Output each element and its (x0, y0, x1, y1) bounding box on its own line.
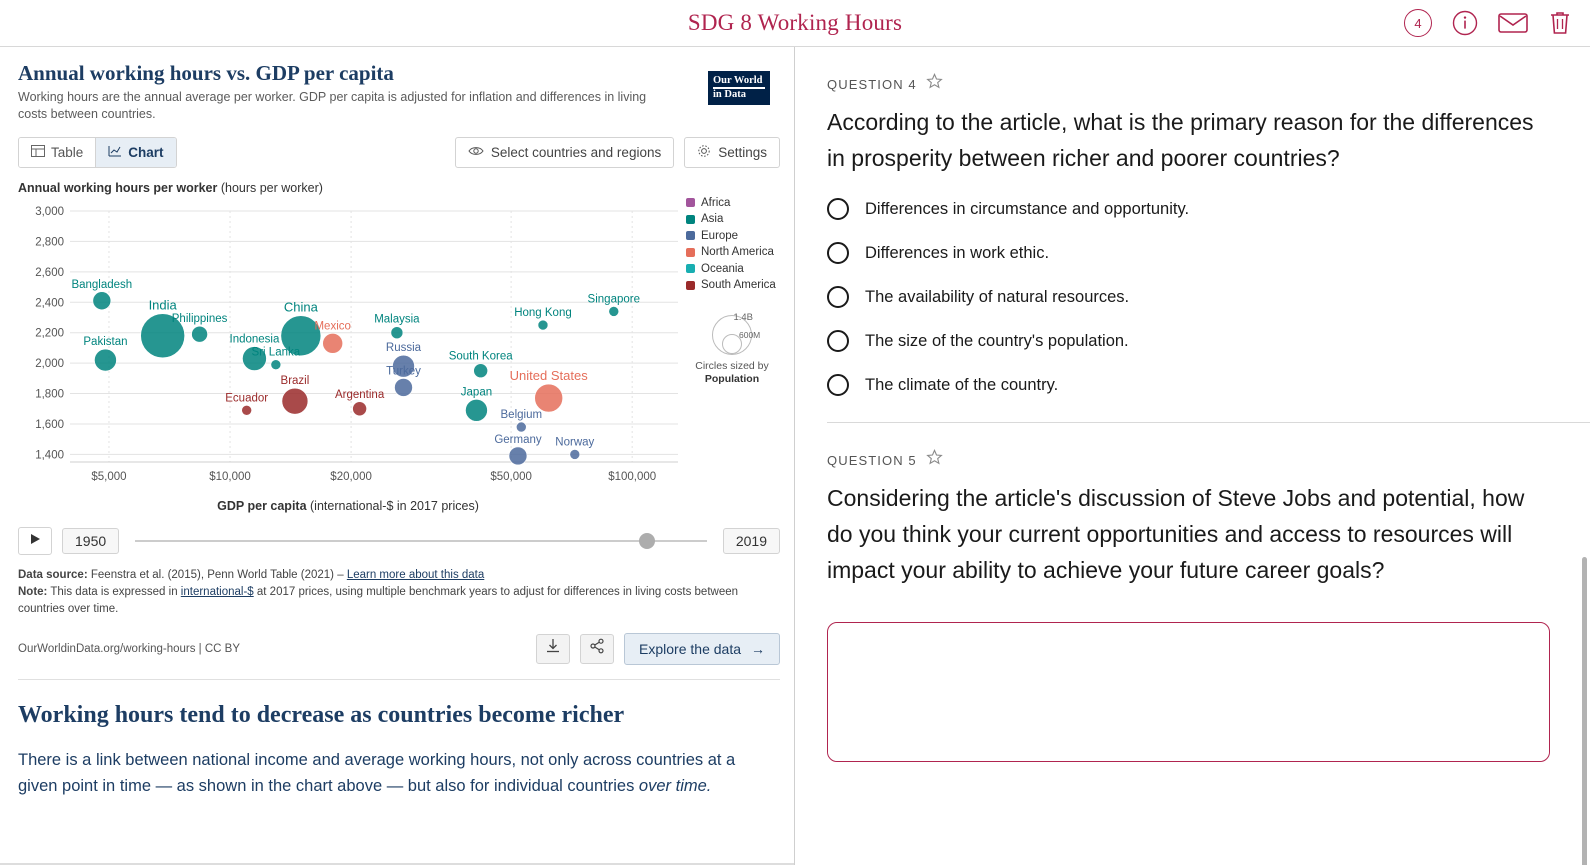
legend-item-oceania[interactable] (686, 263, 776, 275)
option-5-label: The climate of the country. (865, 375, 1059, 394)
footer-credit: OurWorldinData.org/working-hours | CC BY (18, 642, 240, 655)
svg-text:Norway: Norway (555, 436, 595, 449)
svg-text:Argentina: Argentina (334, 388, 385, 401)
legend-swatch-icon (686, 231, 695, 240)
legend-swatch-icon (686, 264, 695, 273)
svg-text:$10,000: $10,000 (209, 470, 251, 483)
region-legend (686, 197, 776, 296)
slider-handle[interactable] (639, 533, 655, 549)
legend-item-label: North America (701, 246, 774, 259)
svg-text:India: India (148, 297, 177, 313)
chart-footer (18, 633, 780, 665)
trash-icon[interactable] (1548, 10, 1572, 36)
article-paragraph (18, 747, 766, 800)
svg-text:$5,000: $5,000 (91, 470, 127, 483)
option-5[interactable] (827, 374, 1550, 396)
legend-item-label: Europe (701, 229, 739, 242)
legend-swatch-icon (686, 198, 695, 207)
question-4-text: According to the article, what is the primary reason for the differences in prosperity between richer and poorer countries? (827, 109, 1534, 171)
play-button[interactable] (18, 527, 52, 555)
arrow-right-icon: → (751, 640, 765, 657)
svg-text:$50,000: $50,000 (490, 470, 532, 483)
svg-text:2,400: 2,400 (35, 297, 64, 310)
svg-text:3,000: 3,000 (35, 205, 64, 218)
legend-item-europe[interactable] (686, 230, 776, 242)
note-text-1: This data is expressed in (50, 586, 181, 598)
svg-text:2,800: 2,800 (35, 236, 64, 249)
svg-text:Bangladesh: Bangladesh (71, 278, 133, 291)
size-legend-bubble-large (712, 311, 761, 355)
article-paragraph-text: There is a link between national income and average working hours, not only across countries at a given point in time — as shown in the chart above — but also for individual countries (18, 750, 736, 795)
svg-text:$20,000: $20,000 (330, 470, 372, 483)
svg-text:Indonesia: Indonesia (229, 333, 280, 346)
svg-text:1,400: 1,400 (35, 449, 64, 462)
select-countries-label: Select countries and regions (490, 144, 662, 160)
international-dollar-link[interactable]: international-$ (180, 586, 254, 598)
info-icon[interactable] (1452, 10, 1478, 36)
radio-icon[interactable] (827, 330, 849, 352)
legend-swatch-icon (686, 215, 695, 224)
start-year-box[interactable]: 1950 (62, 528, 119, 554)
question-4-header (827, 73, 1550, 95)
size-legend-label-small: 600M (739, 329, 761, 340)
star-icon[interactable] (926, 73, 943, 95)
option-3[interactable] (827, 286, 1550, 308)
top-bar-actions (1404, 9, 1590, 37)
article-heading: Working hours tend to decrease as countries become richer (18, 701, 625, 728)
time-slider[interactable] (18, 527, 780, 555)
note-line (18, 584, 780, 619)
end-year-box[interactable]: 2019 (723, 528, 780, 554)
size-legend-caption-2: Population (704, 372, 760, 385)
question-4-block (795, 47, 1590, 396)
data-source-dash: – (337, 568, 344, 581)
question-4-label: QUESTION 4 (827, 76, 917, 92)
answer-textarea-wrapper[interactable] (827, 622, 1550, 762)
radio-icon[interactable] (827, 374, 849, 396)
select-countries-button[interactable] (455, 137, 674, 168)
explore-data-button[interactable] (624, 633, 780, 665)
data-source-text: Feenstra et al. (2015), Penn World Table (2021) (90, 568, 335, 581)
slider-track[interactable] (135, 540, 707, 542)
data-source-label: Data source: (18, 568, 88, 581)
svg-text:United States: United States (509, 367, 588, 383)
tab-table-label: Table (51, 144, 84, 160)
answer-textarea[interactable] (828, 623, 1549, 761)
source-block (18, 567, 780, 619)
radio-icon[interactable] (827, 198, 849, 220)
radio-icon[interactable] (827, 286, 849, 308)
note-label: Note: (18, 586, 48, 598)
svg-text:Germany: Germany (494, 433, 542, 446)
svg-text:Ecuador: Ecuador (225, 392, 269, 405)
svg-text:Singapore: Singapore (587, 293, 640, 306)
chart-tab-group (18, 137, 177, 168)
option-4-label: The size of the country's population. (865, 331, 1129, 350)
question-count-badge[interactable]: 4 (1404, 9, 1432, 37)
learn-more-link[interactable]: Learn more about this data (346, 568, 485, 581)
top-bar (0, 0, 1590, 47)
svg-text:Sri Lanka: Sri Lanka (251, 346, 301, 359)
svg-text:1,800: 1,800 (35, 388, 64, 401)
owid-logo-line2: in Data (713, 89, 746, 100)
question-4-options (827, 198, 1550, 396)
svg-text:2,000: 2,000 (35, 357, 64, 370)
article-pane (0, 47, 795, 865)
size-legend-label-large: 1.4B (733, 311, 753, 323)
legend-item-africa[interactable] (686, 197, 776, 209)
x-axis-title-bold: GDP per capita (217, 498, 307, 513)
legend-item-north-america[interactable] (686, 246, 776, 258)
svg-text:Mexico: Mexico (314, 320, 351, 333)
download-button[interactable] (536, 634, 570, 664)
download-icon (545, 638, 561, 659)
svg-text:Philippines: Philippines (171, 312, 228, 325)
y-axis-title-rest: (hours per worker) (220, 180, 323, 195)
article-paragraph-emphasis: over time. (638, 776, 712, 795)
chart-control-buttons (455, 137, 780, 168)
main-body (0, 47, 1590, 865)
legend-item-label: South America (701, 279, 776, 292)
chart-icon (108, 144, 122, 161)
share-button[interactable] (580, 634, 614, 664)
article-section (18, 702, 766, 800)
chart-title: Annual working hours vs. GDP per capita (18, 61, 394, 85)
question-5-text: Considering the article's discussion of Steve Jobs and potential, how do you think your current opportunities and access to resources will impact your ability to achieve your future career goals? (827, 485, 1525, 583)
svg-text:Hong Kong: Hong Kong (514, 306, 572, 319)
question-5-block (795, 423, 1590, 588)
x-axis-title (18, 499, 678, 513)
legend-swatch-icon (686, 248, 695, 257)
x-axis-title-rest: (international-$ in 2017 prices) (310, 498, 479, 513)
questions-pane (795, 47, 1590, 865)
svg-text:Pakistan: Pakistan (83, 335, 128, 348)
owid-chart-card (18, 61, 780, 680)
size-legend-caption-1: Circles sized by (695, 359, 769, 372)
table-icon (31, 144, 45, 161)
svg-text:Russia: Russia (385, 341, 422, 354)
option-1-label: Differences in circumstance and opportunity. (865, 199, 1190, 218)
star-icon[interactable] (926, 449, 943, 471)
tab-table[interactable] (19, 138, 95, 167)
chart-controls (18, 137, 780, 168)
play-icon (29, 532, 41, 550)
vertical-scrollbar[interactable] (1582, 557, 1587, 865)
tab-chart[interactable] (95, 138, 175, 167)
legend-item-label: Africa (701, 196, 731, 209)
option-3-label: The availability of natural resources. (865, 287, 1130, 306)
legend-swatch-icon (686, 281, 695, 290)
svg-text:1,600: 1,600 (35, 418, 64, 431)
svg-text:Turkey: Turkey (386, 365, 421, 378)
radio-icon[interactable] (827, 242, 849, 264)
option-2[interactable] (827, 242, 1550, 264)
svg-text:Belgium: Belgium (500, 408, 543, 421)
svg-text:2,200: 2,200 (35, 327, 64, 340)
explore-data-label: Explore the data (639, 640, 741, 657)
share-icon (589, 638, 605, 659)
legend-item-south-america[interactable] (686, 279, 776, 291)
question-5-label: QUESTION 5 (827, 452, 917, 468)
scatter-chart-svg (18, 197, 780, 497)
page-title: SDG 8 Working Hours (687, 10, 903, 35)
mail-icon[interactable] (1498, 11, 1528, 35)
settings-button[interactable] (684, 137, 780, 168)
gear-icon (697, 144, 711, 161)
legend-item-asia[interactable] (686, 213, 776, 225)
settings-label: Settings (718, 144, 767, 160)
data-source-line (18, 567, 780, 584)
svg-text:South Korea: South Korea (448, 350, 513, 363)
scatter-chart[interactable] (18, 197, 780, 497)
svg-text:$100,000: $100,000 (608, 470, 657, 483)
size-legend (686, 311, 778, 386)
chart-footer-actions (536, 633, 780, 665)
owid-logo (708, 71, 770, 105)
svg-text:Brazil: Brazil (280, 374, 310, 387)
size-legend-caption (686, 360, 778, 386)
svg-text:2,600: 2,600 (35, 266, 64, 279)
option-4[interactable] (827, 330, 1550, 352)
y-axis-title-bold: Annual working hours per worker (18, 180, 218, 195)
chart-subtitle: Working hours are the annual average per worker. GDP per capita is adjusted for inflation and differences in living costs between countries. (18, 90, 647, 121)
owid-logo-line1: Our World (713, 75, 765, 89)
legend-item-label: Asia (701, 213, 724, 226)
svg-text:Malaysia: Malaysia (374, 313, 420, 326)
eye-icon (468, 145, 484, 160)
tab-chart-label: Chart (128, 144, 164, 160)
question-5-header (827, 449, 1550, 471)
option-1[interactable] (827, 198, 1550, 220)
legend-item-label: Oceania (701, 262, 744, 275)
y-axis-title (18, 181, 780, 195)
note-text-2: at 2017 prices, using multiple benchmark years to adjust for differences in living costs between countries over time. (18, 586, 739, 616)
svg-text:Japan: Japan (460, 386, 493, 399)
svg-text:China: China (283, 299, 318, 315)
option-2-label: Differences in work ethic. (865, 243, 1050, 262)
